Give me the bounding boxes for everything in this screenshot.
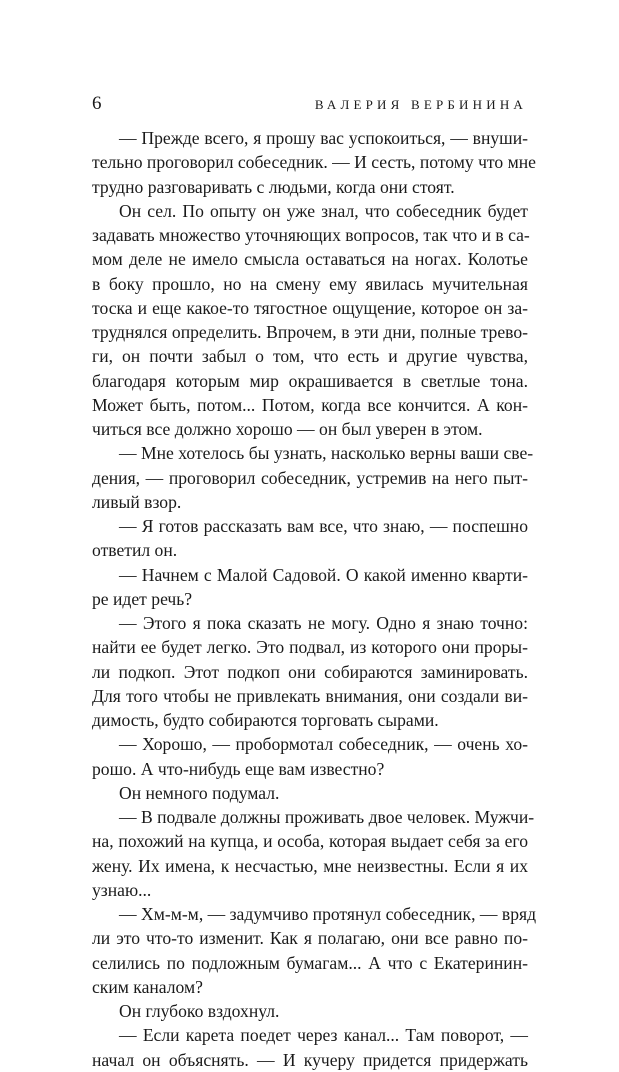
text-line: найти ее будет легко. Это подвал, из которого они проры-: [92, 637, 528, 658]
text-line: селились по подложным бумагам... А что с Екатеринин-: [92, 952, 528, 973]
text-line: узнаю...: [92, 879, 152, 900]
text-line: трудно разговаривать с людьми, когда они стоят.: [92, 176, 455, 197]
text-line: ре идет речь?: [92, 588, 193, 609]
text-line: — В подвале должны проживать двое человек. Мужчи-: [119, 807, 535, 827]
text-line: начал он объяснять. — И кучеру придется придержать: [92, 1049, 528, 1070]
text-line: мом деле не имело смысла оставаться на ногах. Колотье: [92, 249, 528, 270]
text-line: димость, будто собираются торговать сырами.: [92, 710, 439, 730]
text-line: ливый взор.: [92, 491, 182, 512]
text-line: — Хорошо, — пробормотал собеседник, — очень хо-: [119, 734, 528, 755]
text-line: благодаря которым мир окрашивается в светлые тона.: [92, 370, 528, 391]
text-line: — Я готов рассказать вам все, что знаю, — поспешно: [119, 516, 528, 536]
text-line: — Если карета поедет через канал... Там поворот, —: [119, 1025, 528, 1046]
body-text: [92, 126, 537, 1072]
text-line: читься все должно хорошо — он был уверен в этом.: [92, 419, 483, 439]
text-line: труднялся определить. Впрочем, в эти дни, полные трево-: [92, 322, 528, 342]
text-line: Для того чтобы не привлекать внимания, они создали ви-: [92, 685, 528, 706]
text-line: Может быть, потом... Потом, когда все кончится. А кон-: [92, 394, 528, 415]
text-line: Он сел. По опыту он уже знал, что собеседник будет: [119, 200, 528, 221]
text-line: Он глубоко вздохнул.: [119, 1001, 280, 1021]
text-line: на, похожий на купца, и особа, которая выдает себя за его: [92, 831, 528, 852]
text-line: — Хм-м-м, — задумчиво протянул собеседник, — вряд: [119, 904, 537, 924]
text-line: ответил он.: [92, 540, 178, 561]
running-header: [92, 94, 527, 118]
text-line: — Мне хотелось бы узнать, насколько верны ваши све-: [119, 443, 534, 464]
text-line: задавать множество уточняющих вопросов, так что и в са-: [92, 225, 530, 245]
text-line: — Прежде всего, я прошу вас успокоиться, — внуши-: [119, 128, 528, 148]
running-header-author: ВАЛЕРИЯ ВЕРБИНИНА: [314, 97, 527, 112]
text-line: ли это что-то изменит. Как я полагаю, они все равно по-: [92, 928, 528, 949]
text-line: рошо. А что-нибудь еще вам известно?: [92, 758, 385, 779]
text-line: ги, он почти забыл о том, что есть и другие чувства,: [92, 346, 528, 367]
page-number: 6: [92, 93, 102, 114]
text-line: жену. Их имена, к несчастью, мне неизвестны. Если я их: [92, 855, 528, 876]
text-line: дения, — проговорил собеседник, устремив на него пыт-: [92, 467, 528, 488]
text-line: тоска и еще какое-то тягостное ощущение, которое он за-: [92, 297, 528, 318]
text-line: — Этого я пока сказать не могу. Одно я знаю точно:: [119, 613, 528, 633]
text-line: ли подкоп. Этот подкоп они собираются заминировать.: [92, 661, 528, 682]
text-line: в боку прошло, но на смену ему явилась мучительная: [92, 273, 528, 294]
text-line: — Начнем с Малой Садовой. О какой именно кварти-: [119, 564, 528, 585]
text-line: Он немного подумал.: [119, 782, 280, 803]
text-line: ским каналом?: [92, 976, 203, 997]
text-line: тельно проговорил собеседник. — И сесть, потому что мне: [92, 152, 536, 173]
